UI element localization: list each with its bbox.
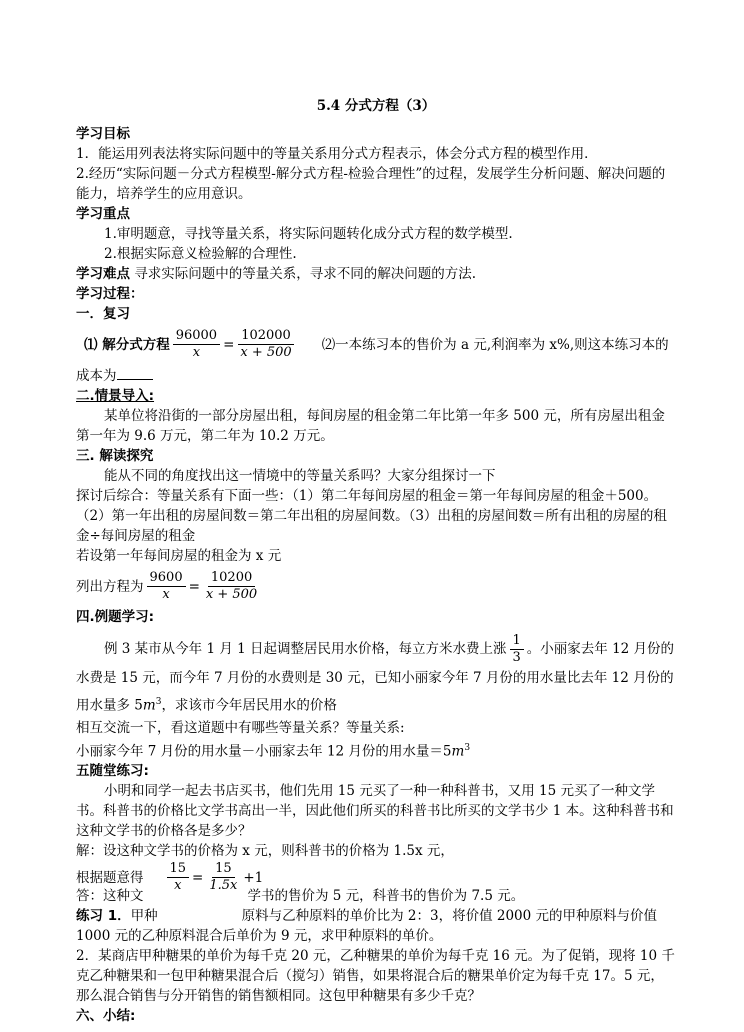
key-points-heading: 学习重点	[76, 206, 130, 222]
fraction-denominator: 1.5x	[209, 878, 238, 893]
fraction-denominator: x	[162, 587, 170, 602]
exercise-1-a: 甲种	[130, 908, 158, 924]
exercise-1-b: 原料与乙种原料的单价比为 2：3，将价值 2000 元的甲种原料与价值 1000 元的乙种原料混合后单价为 9 元，求甲种原料的单价。	[76, 908, 658, 944]
example-discuss: 相互交流一下，看这道题中有哪些等量关系？等量关系:	[76, 719, 405, 736]
intro-heading: 二.情景导入:	[76, 388, 155, 404]
solution-label: 根据题意得	[76, 869, 144, 886]
example-relation: 小丽家今年 7 月份的用水量－小丽家去年 12 月份的用水量＝5	[76, 743, 452, 759]
fraction-denominator: x	[192, 345, 201, 360]
review-q2-cont-row	[76, 365, 676, 386]
example-unit: m	[142, 697, 156, 714]
fraction-denominator: x + 500	[240, 345, 292, 360]
answer-row	[76, 886, 676, 906]
example-text-a: 例 3 某市从今年 1 月 1 日起调整居民用水价格，每立方米水费上涨	[104, 641, 507, 657]
fraction-denominator: x	[174, 878, 182, 893]
explore-heading: 三. 解读探究	[76, 448, 154, 464]
example-relation-row	[76, 738, 676, 762]
fraction-numerator: 15	[212, 861, 235, 878]
review-heading: 一．复习	[76, 306, 130, 322]
intro-text: 某单位将沿街的一部分房屋出租，每间房屋的租金第二年比第一年多 500 元，所有房屋出租金第一年为 9.6 万元，第二年为 10.2 万元。	[76, 408, 665, 444]
review-q1-label: ⑴ 解分式方程	[84, 336, 170, 353]
fraction-numerator: 15	[167, 861, 190, 878]
exercise-1-label: 练习 1．	[76, 908, 131, 924]
equals-sign: =	[188, 578, 200, 595]
fraction-numerator: 96000	[173, 328, 220, 345]
key-point-1: 1.审明题意，寻找等量关系，将实际问题转化成分式方程的数学模型.	[104, 226, 513, 242]
difficulty-text: 寻求实际问题中的等量关系，寻求不同的解决问题的方法.	[134, 266, 477, 282]
answer-blank	[117, 365, 153, 380]
answer-part-b: 学书的售价为 5 元，科普书的售价为 7.5 元。	[247, 888, 525, 904]
fraction-numerator: 102000	[238, 328, 294, 345]
goal-item-1: 1．能运用列表法将实际问题中的等量关系用分式方程表示，体会分式方程的模型作用．	[76, 146, 598, 162]
answer-part-a: 答：这种文	[76, 888, 144, 904]
document-page	[76, 96, 676, 1026]
review-q2-cont: 成本为	[76, 368, 117, 384]
explore-summary: 探讨后综合：等量关系有下面一些：（1）第二年每间房屋的租金＝第一年每间房屋的租金＋500。（2）第一年出租的房屋间数＝第二年出租的房屋间数。（3）出租的房屋间数＝所有出租的房屋的租金÷每间房屋的租金	[76, 488, 667, 544]
equals-sign: =	[223, 336, 235, 353]
fraction-denominator: x + 500	[205, 587, 258, 602]
example-fraction	[510, 633, 524, 666]
practice-heading: 五随堂练习:	[76, 763, 149, 779]
review-q2-text: ⑵一本练习本的售价为 a 元,利润率为 x%,则这本练习本的	[321, 336, 669, 353]
practice-text: 小明和同学一起去书店买书，他们先用 15 元买了一种一种科普书，又用 15 元买了一种文学书。科普书的价格比文学书高出一半，因此他们所买的科普书比所买的文学书少 1 本。这种科普书和这种文学书的价格各是多少？	[76, 783, 674, 839]
explore-question: 能从不同的角度找出这一情境中的等量关系吗？大家分组探讨一下	[104, 468, 496, 484]
fraction-denominator: 3	[512, 650, 521, 665]
example-text	[76, 633, 676, 718]
review-row	[76, 328, 676, 361]
explore-assume: 若设第一年每间房屋的租金为 x 元	[76, 548, 282, 564]
plus-one: +1	[243, 869, 264, 886]
difficulty-heading: 学习难点	[76, 266, 130, 282]
difficulty-row	[76, 264, 676, 284]
example-unit-exp: 3	[155, 697, 162, 707]
relation-unit: m	[451, 743, 465, 759]
review-fraction-left	[173, 328, 220, 361]
exercise-1	[76, 906, 676, 946]
key-point-2: 2.根据实际意义检验解的合理性.	[104, 246, 297, 262]
fraction-numerator: 1	[510, 633, 524, 650]
example-text-b: 。小丽家去年 12 月份的水费是 15 元，而今年 7 月份的水费则是 30 元，已知小丽家今年 7 月份的用水量比去年 12 月份的用水量多 5	[76, 641, 675, 714]
review-fraction-right	[237, 328, 294, 361]
explore-fraction-left	[147, 570, 186, 603]
process-heading: 学习过程：	[76, 286, 144, 302]
summary-heading: 六、小结:	[76, 1008, 136, 1024]
explore-equation-row	[76, 570, 676, 603]
explore-eq-label: 列出方程为	[76, 578, 144, 595]
example-text-c: ，求该市今年居民用水的价格	[161, 697, 337, 714]
goals-heading: 学习目标	[76, 126, 130, 142]
fraction-numerator: 9600	[147, 570, 186, 587]
goal-item-2: 2.经历“实际问题－分式方程模型-解分式方程-检验合理性”的过程，发展学生分析问题、解决问题的能力，培养学生的应用意识。	[76, 166, 666, 202]
equals-sign: =	[192, 869, 204, 886]
exercise-2: 2．某商店甲种糖果的单价为每千克 20 元，乙种糖果的单价为每千克 16 元。为了促销，现将 10 千克乙种糖果和一包甲种糖果混合后（搅匀）销售，如果将混合后的糖果单价定为每千克 17。5 元，那么混合销售与分开销售的销售额相同。这包甲种糖果有多少千克？	[76, 948, 675, 1004]
page-title: 5.4 分式方程（3）	[316, 98, 436, 114]
fraction-numerator: 10200	[208, 570, 255, 587]
solution-line-1: 解：设这种文学书的价格为 x 元，则科普书的价格为 1.5x 元，	[76, 843, 454, 859]
example-heading: 四.例题学习:	[76, 609, 155, 625]
explore-fraction-right	[203, 570, 260, 603]
relation-unit-exp: 3	[464, 742, 471, 753]
